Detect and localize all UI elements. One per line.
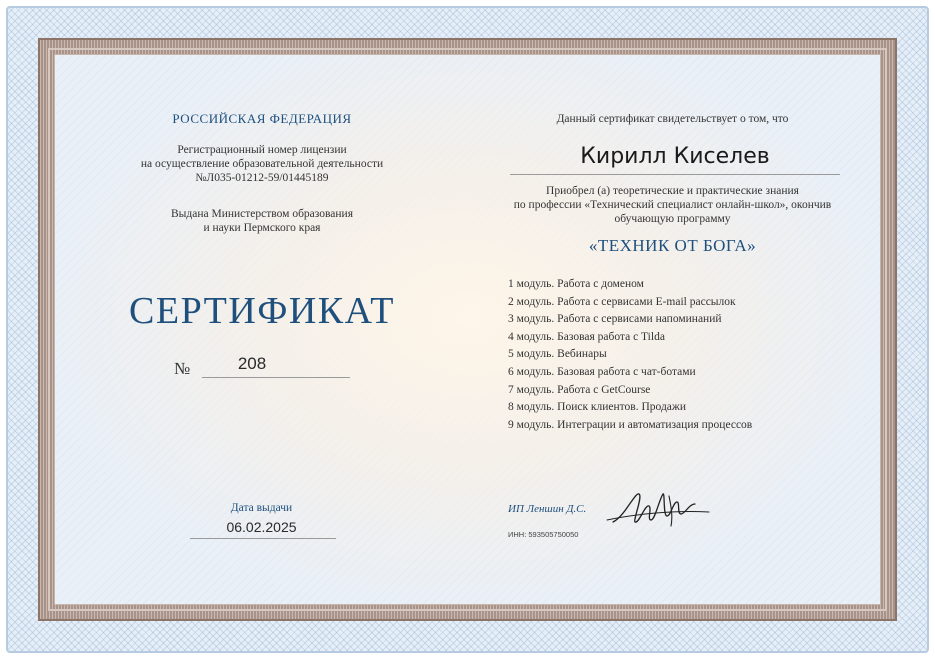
module-item: 9 модуль. Интеграции и автоматизация процессов xyxy=(508,418,753,431)
license-line: Регистрационный номер лицензии xyxy=(177,144,347,156)
number-underline xyxy=(202,377,350,378)
module-item: 1 модуль. Работа с доменом xyxy=(508,278,644,290)
module-item: 2 модуль. Работа с сервисами E-mail рассылок xyxy=(508,295,736,308)
module-item: 7 модуль. Работа с GetCourse xyxy=(508,383,651,396)
module-item: 4 модуль. Базовая работа с Tilda xyxy=(508,330,665,343)
certificate-title: СЕРТИФИКАТ xyxy=(129,290,395,332)
license-line: на осуществление образовательной деятельности xyxy=(140,158,384,170)
module-item: 3 модуль. Работа с сервисами напоминаний xyxy=(508,313,722,326)
date-underline xyxy=(190,538,336,539)
issuer-info xyxy=(102,207,422,235)
acquired-description xyxy=(500,184,845,226)
certificate-number: 208 xyxy=(237,354,267,373)
number-sign: № xyxy=(174,359,191,378)
name-underline xyxy=(510,174,840,175)
module-item: 8 модуль. Поиск клиентов. Продажи xyxy=(508,401,686,414)
issue-date: 06.02.2025 xyxy=(226,519,297,535)
program-title: «ТЕХНИК ОТ БОГА» xyxy=(588,236,757,255)
tax-id: ИНН: 593505750050 xyxy=(508,530,579,539)
module-item: 6 модуль. Базовая работа с чат-ботами xyxy=(508,365,696,378)
module-item: 5 модуль. Вебинары xyxy=(508,348,607,361)
module-list xyxy=(508,276,838,434)
country-title: РОССИЙСКАЯ ФЕДЕРАЦИЯ xyxy=(172,111,352,126)
issuer-line: и науки Пермского края xyxy=(203,222,321,234)
license-info xyxy=(102,143,422,185)
acquired-line: Приобрел (а) теоретические и практические знания xyxy=(546,185,799,197)
issuer-line: Выдана Министерством образования xyxy=(171,208,353,220)
signer-name: ИП Леншин Д.С. xyxy=(508,503,587,515)
issue-date-label: Дата выдачи xyxy=(230,502,293,514)
recipient-name: Кирилл Киселев xyxy=(580,144,770,169)
certificate-intro: Данный сертификат свидетельствует о том, что xyxy=(556,113,789,125)
acquired-line: по профессии «Технический специалист онлайн-школ», окончив xyxy=(513,199,832,211)
license-number: №Л035-01212-59/01445189 xyxy=(195,172,329,184)
acquired-line: обучающую программу xyxy=(614,213,731,225)
signature-image xyxy=(605,486,715,536)
